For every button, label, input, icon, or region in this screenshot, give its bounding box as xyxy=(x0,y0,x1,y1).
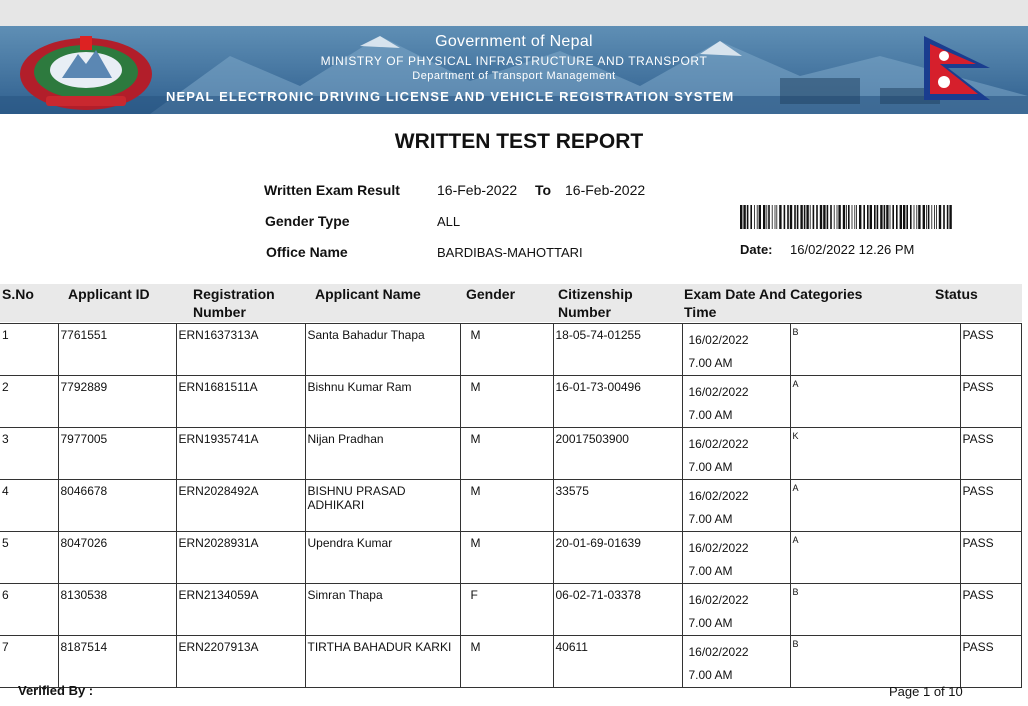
to-date: 16-Feb-2022 xyxy=(565,182,646,198)
col-exam: Exam Date And Categories Time xyxy=(684,286,863,320)
cell-category: B xyxy=(790,324,960,376)
report-title: WRITTEN TEST REPORT xyxy=(394,130,644,153)
cell-sno: 1 xyxy=(0,324,58,376)
cell-applicant-name: Simran Thapa xyxy=(305,584,460,636)
col-citizenship: Citizenship Number xyxy=(558,286,633,320)
cell-gender: M xyxy=(460,480,553,532)
cell-status: PASS xyxy=(960,532,1021,584)
cell-gender: M xyxy=(460,376,553,428)
department-title: Department of Transport Management xyxy=(412,70,616,82)
cell-gender: M xyxy=(460,428,553,480)
cell-exam-datetime: 16/02/2022 7.00 AM xyxy=(682,584,790,636)
date-value: 16/02/2022 12.26 PM xyxy=(790,242,915,257)
cell-gender: F xyxy=(460,584,553,636)
system-title: NEPAL ELECTRONIC DRIVING LICENSE AND VEHICLE REGISTRATION SYSTEM xyxy=(166,89,735,104)
col-registration: Registration Number xyxy=(193,286,275,320)
cell-status: PASS xyxy=(960,324,1021,376)
cell-applicant-id: 8047026 xyxy=(58,532,176,584)
cell-registration: ERN2028931A xyxy=(176,532,305,584)
cell-applicant-name: Santa Bahadur Thapa xyxy=(305,324,460,376)
cell-citizenship: 20-01-69-01639 xyxy=(553,532,682,584)
cell-category: B xyxy=(790,636,960,688)
cell-category: B xyxy=(790,584,960,636)
gender-type-label: Gender Type xyxy=(265,213,350,229)
date-label: Date: xyxy=(740,242,773,257)
from-date: 16-Feb-2022 xyxy=(437,182,518,198)
cell-applicant-id: 7792889 xyxy=(58,376,176,428)
cell-registration: ERN2207913A xyxy=(176,636,305,688)
cell-category: K xyxy=(790,428,960,480)
cell-status: PASS xyxy=(960,480,1021,532)
cell-applicant-id: 8187514 xyxy=(58,636,176,688)
cell-registration: ERN2028492A xyxy=(176,480,305,532)
col-applicant-name: Applicant Name xyxy=(315,286,421,302)
gender-type-value: ALL xyxy=(437,214,461,229)
table-row xyxy=(0,532,1021,584)
cell-sno: 2 xyxy=(0,376,58,428)
cell-applicant-id: 7761551 xyxy=(58,324,176,376)
col-applicant-id: Applicant ID xyxy=(68,286,150,302)
cell-status: PASS xyxy=(960,376,1021,428)
cell-sno: 7 xyxy=(0,636,58,688)
exam-result-label: Written Exam Result xyxy=(264,182,400,198)
table-row xyxy=(0,584,1021,636)
cell-gender: M xyxy=(460,532,553,584)
header-banner xyxy=(0,26,1028,114)
cell-applicant-id: 8130538 xyxy=(58,584,176,636)
table-row xyxy=(0,636,1021,688)
office-name-value: BARDIBAS-MAHOTTARI xyxy=(437,245,583,260)
table-row xyxy=(0,428,1021,480)
cell-applicant-name: Upendra Kumar xyxy=(305,532,460,584)
table-header xyxy=(0,284,1022,322)
col-gender: Gender xyxy=(466,286,516,302)
cell-sno: 6 xyxy=(0,584,58,636)
cell-citizenship: 16-01-73-00496 xyxy=(553,376,682,428)
col-status: Status xyxy=(935,286,978,302)
cell-exam-datetime: 16/02/2022 7.00 AM xyxy=(682,480,790,532)
gov-title: Government of Nepal xyxy=(435,33,593,50)
results-table xyxy=(0,323,1022,688)
top-strip xyxy=(0,0,1028,26)
cell-applicant-name: Bishnu Kumar Ram xyxy=(305,376,460,428)
table-row xyxy=(0,480,1021,532)
to-label: To xyxy=(535,182,552,198)
cell-category: A xyxy=(790,376,960,428)
col-sno: S.No xyxy=(2,286,34,302)
verified-by: Verified By : xyxy=(18,683,94,698)
cell-status: PASS xyxy=(960,584,1021,636)
cell-sno: 4 xyxy=(0,480,58,532)
page-number: Page 1 of 10 xyxy=(889,684,963,699)
cell-registration: ERN1935741A xyxy=(176,428,305,480)
cell-registration: ERN1637313A xyxy=(176,324,305,376)
cell-applicant-name: Nijan Pradhan xyxy=(305,428,460,480)
nepal-flag-icon xyxy=(920,34,1000,104)
cell-citizenship: 18-05-74-01255 xyxy=(553,324,682,376)
cell-category: A xyxy=(790,532,960,584)
cell-gender: M xyxy=(460,636,553,688)
cell-exam-datetime: 16/02/2022 7.00 AM xyxy=(682,428,790,480)
cell-registration: ERN1681511A xyxy=(176,376,305,428)
cell-citizenship: 40611 xyxy=(553,636,682,688)
cell-applicant-name: TIRTHA BAHADUR KARKI xyxy=(305,636,460,688)
table-row xyxy=(0,376,1021,428)
cell-sno: 5 xyxy=(0,532,58,584)
cell-registration: ERN2134059A xyxy=(176,584,305,636)
office-name-label: Office Name xyxy=(266,244,348,260)
barcode-icon xyxy=(740,205,952,229)
cell-citizenship: 20017503900 xyxy=(553,428,682,480)
cell-applicant-id: 7977005 xyxy=(58,428,176,480)
cell-applicant-id: 8046678 xyxy=(58,480,176,532)
cell-exam-datetime: 16/02/2022 7.00 AM xyxy=(682,324,790,376)
cell-citizenship: 06-02-71-03378 xyxy=(553,584,682,636)
cell-exam-datetime: 16/02/2022 7.00 AM xyxy=(682,376,790,428)
cell-sno: 3 xyxy=(0,428,58,480)
cell-status: PASS xyxy=(960,636,1021,688)
cell-citizenship: 33575 xyxy=(553,480,682,532)
cell-gender: M xyxy=(460,324,553,376)
ministry-title: MINISTRY OF PHYSICAL INFRASTRUCTURE AND TRANSPORT xyxy=(320,54,708,68)
table-row xyxy=(0,324,1021,376)
cell-exam-datetime: 16/02/2022 7.00 AM xyxy=(682,636,790,688)
cell-category: A xyxy=(790,480,960,532)
cell-status: PASS xyxy=(960,428,1021,480)
cell-applicant-name: BISHNU PRASAD ADHIKARI xyxy=(305,480,460,532)
cell-exam-datetime: 16/02/2022 7.00 AM xyxy=(682,532,790,584)
